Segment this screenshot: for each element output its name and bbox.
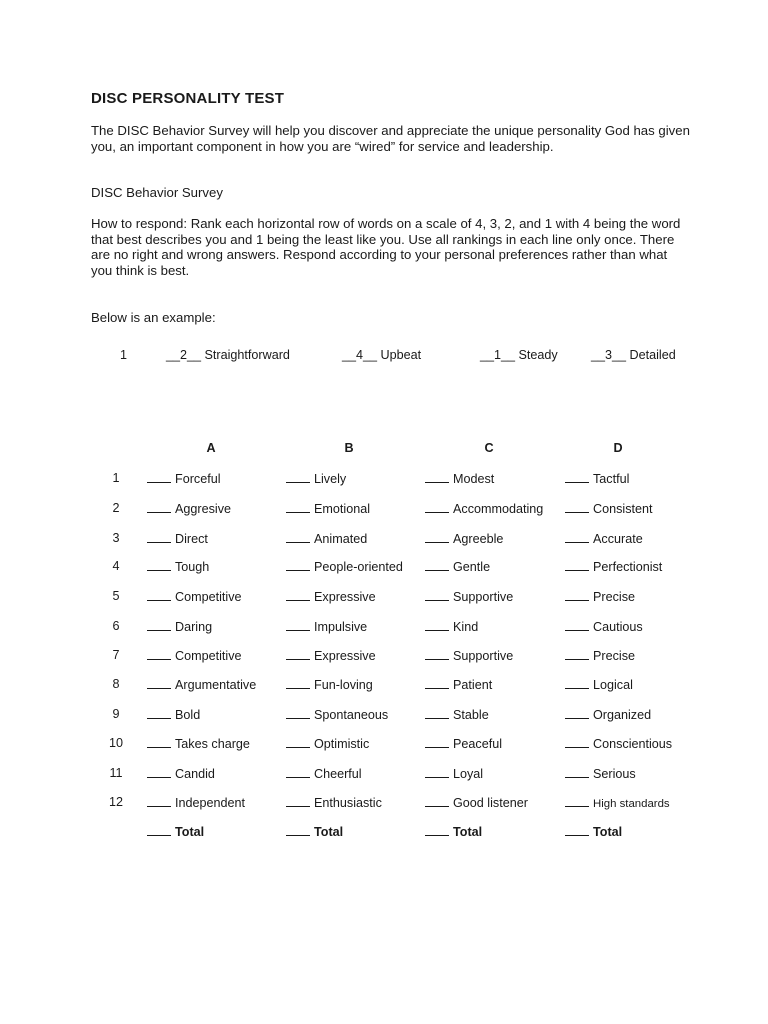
rank-item-b — [286, 619, 367, 634]
rank-item-c — [425, 501, 543, 516]
rank-blank[interactable] — [147, 531, 171, 543]
rank-blank[interactable] — [147, 766, 171, 778]
rank-blank[interactable] — [286, 795, 310, 807]
rank-blank[interactable] — [425, 648, 449, 660]
trait-label: Expressive — [314, 649, 376, 663]
trait-label: Spontaneous — [314, 708, 389, 722]
rank-blank[interactable] — [565, 531, 589, 543]
rank-blank[interactable] — [565, 471, 589, 483]
total-a — [147, 824, 204, 839]
table-row — [0, 619, 768, 637]
example-label: Below is an example: — [91, 310, 216, 325]
table-row — [0, 589, 768, 607]
table-row — [0, 766, 768, 784]
rank-item-c — [425, 707, 489, 722]
rank-blank[interactable] — [425, 677, 449, 689]
trait-label: Agreeble — [453, 532, 504, 546]
rank-blank[interactable] — [147, 648, 171, 660]
total-b — [286, 824, 343, 839]
row-number: 10 — [108, 736, 123, 750]
rank-item-c — [425, 795, 528, 810]
rank-item-d — [565, 736, 672, 751]
rank-item-a — [147, 648, 242, 663]
trait-label: Aggresive — [175, 502, 232, 516]
rank-blank[interactable] — [286, 648, 310, 660]
rank-item-a — [147, 766, 215, 781]
rank-item-b — [286, 589, 376, 604]
row-number: 11 — [109, 766, 123, 780]
rank-item-c — [425, 471, 494, 486]
trait-label: Competitive — [175, 649, 242, 663]
trait-label: Organized — [593, 708, 652, 722]
rank-item-c — [425, 559, 490, 574]
total-label: Total — [453, 825, 483, 839]
rank-blank[interactable] — [286, 531, 310, 543]
trait-label: Precise — [593, 590, 635, 604]
rank-item-a — [147, 795, 245, 810]
rank-item-c — [425, 677, 492, 692]
row-number: 7 — [112, 648, 120, 662]
row-number: 8 — [112, 677, 120, 691]
rank-blank[interactable] — [565, 736, 589, 748]
row-number: 6 — [112, 619, 120, 633]
rank-item-a — [147, 677, 256, 692]
rank-blank[interactable] — [147, 589, 171, 601]
rank-blank[interactable] — [565, 795, 589, 807]
trait-label: Direct — [175, 532, 208, 546]
rank-item-b — [286, 766, 362, 781]
trait-label: Expressive — [314, 590, 376, 604]
trait-label: Supportive — [453, 590, 514, 604]
example-item: __1__ Steady — [480, 348, 558, 362]
trait-label: Fun-loving — [314, 678, 373, 692]
rank-item-d — [565, 648, 635, 663]
rank-item-d — [565, 619, 643, 634]
example-item: __4__ Upbeat — [342, 348, 422, 362]
trait-label: Impulsive — [314, 620, 368, 634]
trait-label: Bold — [175, 708, 201, 722]
rank-blank[interactable] — [425, 471, 449, 483]
row-number: 3 — [112, 531, 120, 545]
rank-item-d — [565, 589, 635, 604]
rank-blank[interactable] — [425, 589, 449, 601]
row-number: 1 — [112, 471, 120, 485]
table-row — [0, 531, 768, 549]
intro-paragraph: The DISC Behavior Survey will help you discover and appreciate the unique personality God has given you, an important component in how you are “wired” for service and leadership. — [91, 123, 690, 154]
table-row — [0, 736, 768, 754]
rank-item-b — [286, 736, 369, 751]
page-title: DISC PERSONALITY TEST — [91, 90, 285, 107]
rank-blank[interactable] — [425, 559, 449, 571]
rank-item-b — [286, 795, 382, 810]
trait-label: Tactful — [593, 472, 630, 486]
survey-subtitle: DISC Behavior Survey — [91, 185, 223, 200]
rank-item-b — [286, 648, 376, 663]
column-header-d: D — [613, 441, 623, 455]
table-row — [0, 501, 768, 519]
trait-label: Modest — [453, 472, 495, 486]
rank-item-d — [565, 766, 636, 781]
rank-item-a — [147, 531, 208, 546]
trait-label: Accommodating — [453, 502, 544, 516]
table-row — [0, 677, 768, 695]
total-blank[interactable] — [286, 824, 310, 836]
trait-label: Serious — [593, 767, 636, 781]
rank-blank[interactable] — [565, 589, 589, 601]
trait-label: Optimistic — [314, 737, 370, 751]
trait-label: Forceful — [175, 472, 221, 486]
trait-label: Lively — [314, 472, 347, 486]
trait-label: Precise — [593, 649, 635, 663]
rank-blank[interactable] — [147, 501, 171, 513]
rank-item-d — [565, 501, 653, 516]
rank-blank[interactable] — [425, 619, 449, 631]
trait-label: Animated — [314, 532, 368, 546]
trait-label: Consistent — [593, 502, 653, 516]
total-blank[interactable] — [147, 824, 171, 836]
rank-blank[interactable] — [286, 707, 310, 719]
rank-blank[interactable] — [286, 766, 310, 778]
rank-item-a — [147, 619, 212, 634]
rank-item-a — [147, 471, 221, 486]
rank-blank[interactable] — [286, 677, 310, 689]
total-blank[interactable] — [425, 824, 449, 836]
rank-item-c — [425, 531, 503, 546]
trait-label: Loyal — [453, 767, 484, 781]
trait-label: Competitive — [175, 590, 242, 604]
rank-blank[interactable] — [286, 736, 310, 748]
rank-item-b — [286, 501, 370, 516]
trait-label: Peaceful — [453, 737, 503, 751]
trait-label: Logical — [593, 678, 633, 692]
rank-item-d — [565, 795, 670, 810]
rank-item-a — [147, 589, 242, 604]
rank-item-b — [286, 707, 388, 722]
trait-label: Supportive — [453, 649, 514, 663]
rank-blank[interactable] — [286, 471, 310, 483]
rank-item-d — [565, 531, 643, 546]
rank-blank[interactable] — [286, 559, 310, 571]
rank-blank[interactable] — [565, 677, 589, 689]
rank-item-d — [565, 559, 662, 574]
rank-blank[interactable] — [147, 619, 171, 631]
rank-item-a — [147, 501, 231, 516]
total-d — [565, 824, 622, 839]
trait-label: High standards — [593, 798, 670, 810]
rank-item-c — [425, 736, 502, 751]
rank-item-b — [286, 559, 403, 574]
rank-blank[interactable] — [147, 471, 171, 483]
rank-blank[interactable] — [147, 707, 171, 719]
rank-blank[interactable] — [565, 501, 589, 513]
rank-item-b — [286, 677, 373, 692]
totals-row — [0, 824, 768, 842]
rank-blank[interactable] — [565, 559, 589, 571]
table-row — [0, 559, 768, 577]
row-number: 5 — [112, 589, 120, 603]
table-row — [0, 795, 768, 813]
column-header-c: C — [484, 441, 494, 455]
rank-item-a — [147, 559, 209, 574]
total-label: Total — [593, 825, 623, 839]
rank-blank[interactable] — [425, 531, 449, 543]
example-row-number: 1 — [120, 348, 128, 362]
trait-label: Patient — [453, 678, 493, 692]
rank-blank[interactable] — [565, 619, 589, 631]
rank-blank[interactable] — [286, 501, 310, 513]
rank-blank[interactable] — [147, 559, 171, 571]
trait-label: Independent — [175, 796, 246, 810]
rank-blank[interactable] — [147, 795, 171, 807]
total-c — [425, 824, 482, 839]
rank-blank[interactable] — [147, 677, 171, 689]
trait-label: Emotional — [314, 502, 371, 516]
rank-blank[interactable] — [425, 707, 449, 719]
trait-label: Tough — [175, 560, 210, 574]
rank-item-a — [147, 707, 200, 722]
trait-label: Cautious — [593, 620, 643, 634]
rank-blank[interactable] — [425, 736, 449, 748]
column-header-a: A — [206, 441, 216, 455]
rank-blank[interactable] — [565, 648, 589, 660]
total-label: Total — [175, 825, 205, 839]
rank-item-d — [565, 707, 651, 722]
row-number: 12 — [108, 795, 123, 809]
row-number: 9 — [112, 707, 120, 721]
example-item: __2__ Straightforward — [166, 348, 290, 362]
table-row — [0, 471, 768, 489]
rank-blank[interactable] — [286, 619, 310, 631]
rank-item-c — [425, 589, 513, 604]
trait-label: Gentle — [453, 560, 491, 574]
rank-item-a — [147, 736, 250, 751]
rank-blank[interactable] — [565, 707, 589, 719]
table-row — [0, 648, 768, 666]
example-item: __3__ Detailed — [591, 348, 676, 362]
column-header-b: B — [344, 441, 354, 455]
trait-label: Perfectionist — [593, 560, 663, 574]
rank-item-c — [425, 766, 483, 781]
rank-blank[interactable] — [425, 766, 449, 778]
trait-label: Cheerful — [314, 767, 362, 781]
rank-item-b — [286, 471, 346, 486]
rank-blank[interactable] — [565, 766, 589, 778]
trait-label: Accurate — [593, 532, 643, 546]
trait-label: Kind — [453, 620, 479, 634]
rank-blank[interactable] — [425, 501, 449, 513]
rank-blank[interactable] — [286, 589, 310, 601]
trait-label: Daring — [175, 620, 213, 634]
trait-label: Argumentative — [175, 678, 257, 692]
trait-label: Good listener — [453, 796, 528, 810]
rank-item-d — [565, 677, 633, 692]
rank-item-c — [425, 619, 478, 634]
trait-label: People-oriented — [314, 560, 403, 574]
trait-label: Enthusiastic — [314, 796, 382, 810]
rank-item-c — [425, 648, 513, 663]
rank-item-d — [565, 471, 629, 486]
total-label: Total — [314, 825, 344, 839]
rank-blank[interactable] — [425, 795, 449, 807]
trait-label: Candid — [175, 767, 215, 781]
trait-label: Stable — [453, 708, 489, 722]
rank-item-b — [286, 531, 367, 546]
row-number: 2 — [112, 501, 120, 515]
instructions-paragraph: How to respond: Rank each horizontal row of words on a scale of 4, 3, 2, and 1 with 4 being the word that best describes you and 1 being the least like you. Use all rankings in each line only once. There are no right and wrong answers. Respond according to your personal preferences rather than what you think is best. — [91, 216, 681, 278]
table-row — [0, 707, 768, 725]
total-blank[interactable] — [565, 824, 589, 836]
trait-label: Takes charge — [175, 737, 250, 751]
trait-label: Conscientious — [593, 737, 673, 751]
rank-blank[interactable] — [147, 736, 171, 748]
row-number: 4 — [112, 559, 120, 573]
